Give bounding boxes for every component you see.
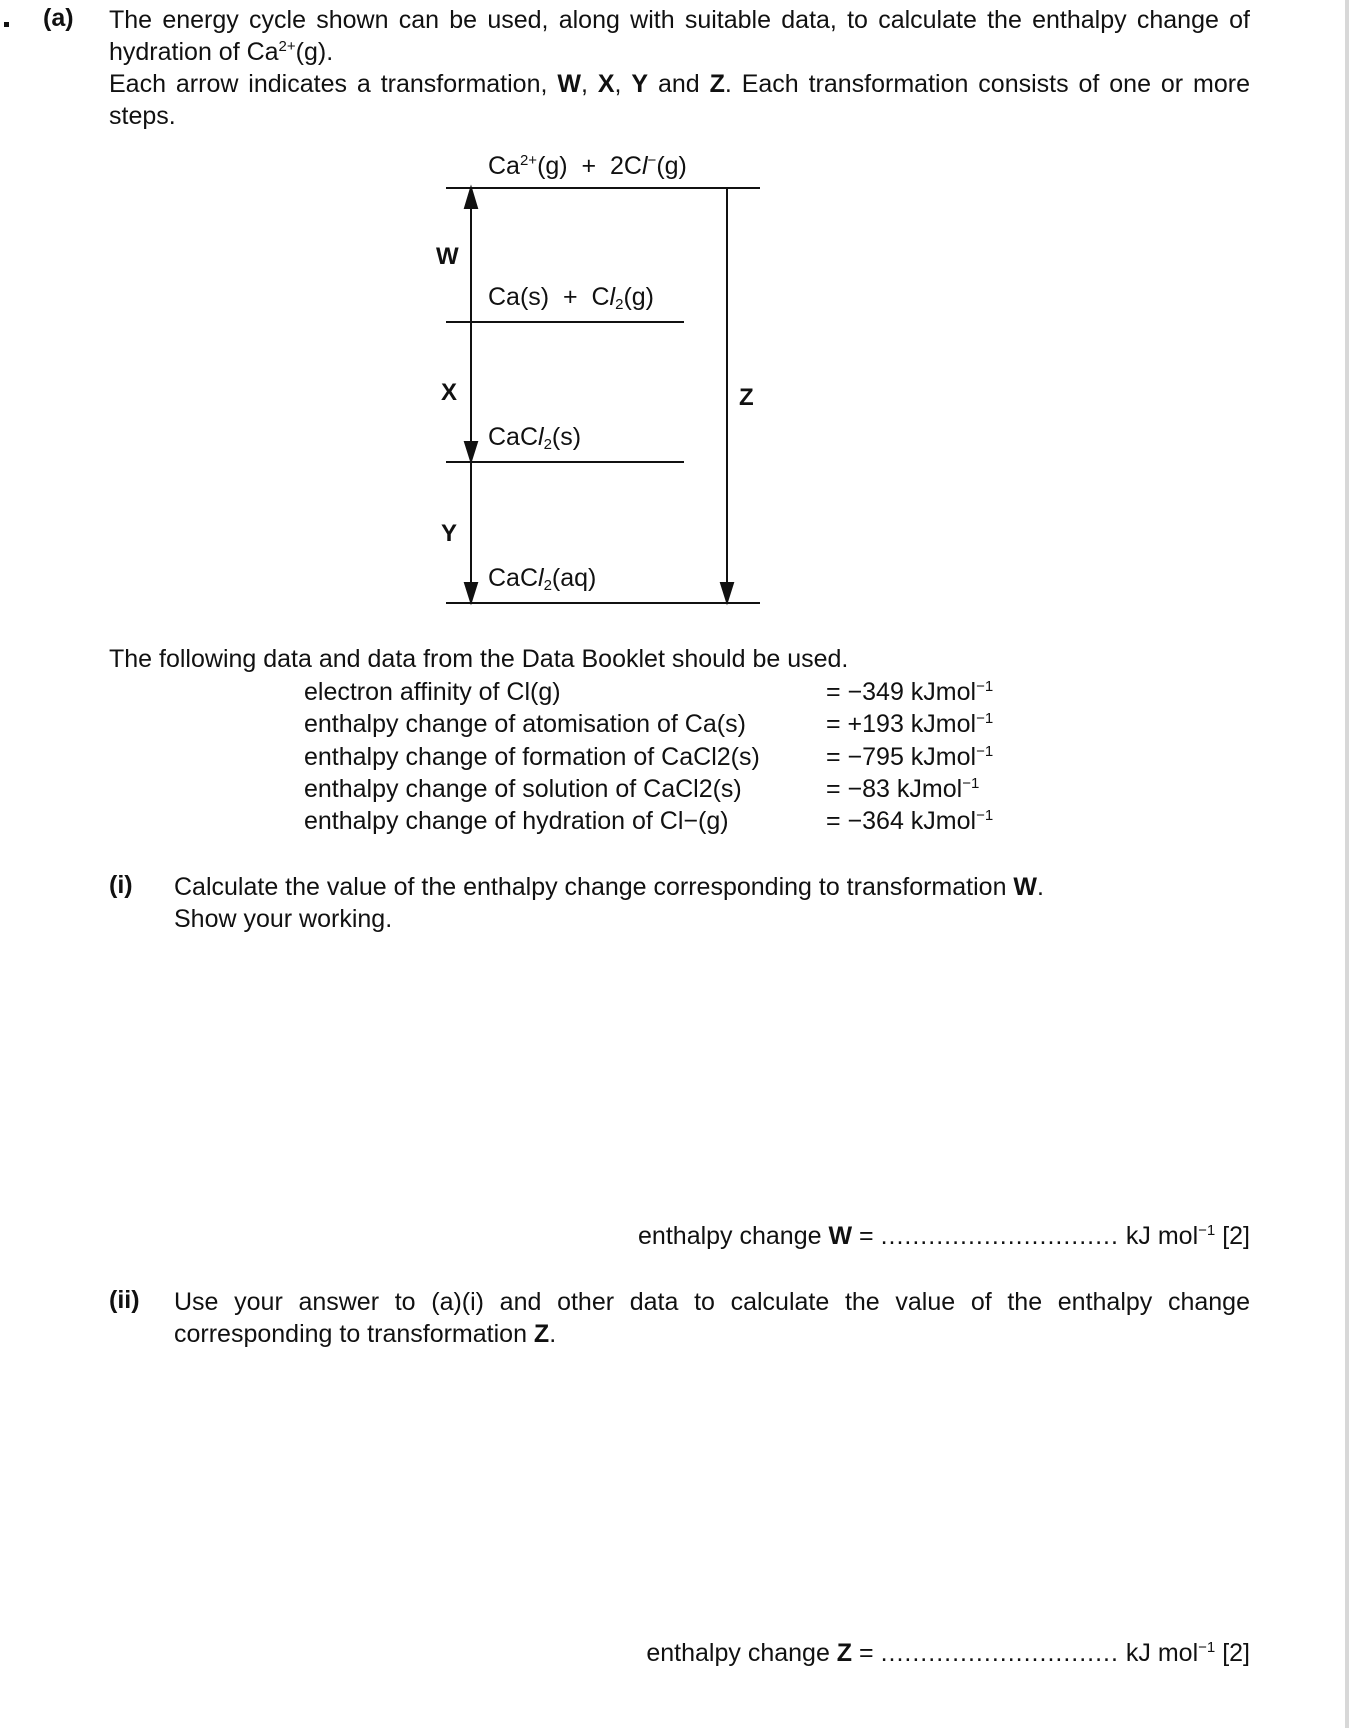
data-label: enthalpy change of atomisation of Ca(s): [304, 710, 746, 738]
x-ref: X: [597, 70, 615, 98]
t: Z: [533, 1320, 550, 1348]
data-value: [826, 773, 979, 805]
comma: ,: [580, 70, 598, 98]
data-intro: The following data and data from the Data Booklet should be used.: [109, 645, 849, 673]
part-ii-label: (ii): [109, 1286, 140, 1314]
arrows: [0, 0, 1349, 700]
data-value: [826, 805, 993, 837]
t: 2: [543, 436, 552, 453]
intro2-post: . Each transformation consists of one or more steps.: [109, 70, 1250, 130]
arrowhead-up-icon: [465, 188, 477, 208]
arrowhead-down-icon: [465, 442, 477, 461]
label-w: W: [436, 243, 459, 270]
data-value: [826, 708, 993, 740]
answer-z-line[interactable]: [646, 1639, 1250, 1668]
t: l: [641, 152, 648, 180]
v: = +193 kJmol: [826, 710, 977, 738]
t: (g): [623, 283, 655, 311]
v: = −795 kJmol: [826, 743, 977, 771]
v: −1: [976, 710, 994, 727]
label-y: Y: [441, 520, 458, 547]
marks: [2]: [1215, 1222, 1250, 1250]
z-ref: Z: [709, 70, 725, 98]
v: = −349 kJmol: [826, 678, 977, 706]
t: Ca(s) + C: [488, 283, 610, 311]
part-ii-text: [174, 1286, 1250, 1350]
t: (aq): [551, 564, 597, 592]
data-row: [304, 805, 729, 837]
t: Calculate the value of the enthalpy change corresponding to transformation: [174, 873, 1014, 901]
data-value: [826, 741, 993, 773]
y-ref: Y: [631, 70, 649, 98]
t: enthalpy change: [646, 1639, 837, 1667]
arrowhead-down-icon: [721, 583, 733, 602]
part-i-label: (i): [109, 871, 133, 899]
t: .: [549, 1320, 557, 1348]
answer-w-field[interactable]: ..............................: [880, 1222, 1119, 1250]
t: (s): [551, 423, 582, 451]
t: W: [828, 1222, 853, 1250]
t: −1: [1198, 1639, 1216, 1656]
t: Use your answer to (a)(i) and other data to calculate the value of the enthalpy change corresponding to transformation: [174, 1288, 1250, 1348]
arrowhead-down-icon: [465, 583, 477, 602]
marks: [2]: [1215, 1639, 1250, 1667]
t: l: [538, 564, 544, 592]
comma: ,: [614, 70, 632, 98]
v: −1: [962, 775, 980, 792]
t: kJ mol: [1118, 1639, 1199, 1667]
v: = −364 kJmol: [826, 807, 977, 835]
t: kJ mol: [1118, 1222, 1199, 1250]
intro-sup: 2+: [278, 38, 296, 55]
t: Show your working.: [174, 905, 393, 933]
t: enthalpy change: [638, 1222, 829, 1250]
question-label: (a): [43, 4, 74, 32]
data-label: enthalpy change of formation of CaCl2(s): [304, 743, 760, 771]
t: 2: [543, 577, 552, 594]
data-value: [826, 676, 993, 708]
answer-w-line[interactable]: [638, 1222, 1250, 1251]
data-label: enthalpy change of hydration of Cl−(g): [304, 807, 729, 835]
t: W: [1013, 873, 1038, 901]
t: 2: [615, 296, 624, 313]
v: −1: [976, 807, 994, 824]
v: = −83 kJmol: [826, 775, 963, 803]
v: −1: [976, 743, 994, 760]
t: Z: [836, 1639, 853, 1667]
label-x: X: [441, 379, 458, 406]
v: −1: [976, 678, 994, 695]
t: l: [609, 283, 616, 311]
t: =: [852, 1639, 881, 1667]
part-i-text: [174, 871, 1044, 935]
data-row: [304, 773, 742, 805]
t: =: [852, 1222, 881, 1250]
t: (g): [656, 152, 687, 180]
t: −: [647, 152, 657, 169]
data-label: electron affinity of Cl(g): [304, 678, 561, 706]
answer-z-field[interactable]: ..............................: [880, 1639, 1119, 1667]
t: (g) + 2C: [537, 152, 642, 180]
intro-text: The energy cycle shown can be used, along with suitable data, to calculate the enthalpy change of hydration of Ca: [109, 6, 1250, 66]
and: and: [648, 70, 710, 98]
t: l: [538, 423, 544, 451]
t: 2+: [519, 152, 538, 169]
data-row: [304, 741, 760, 773]
t: .: [1037, 873, 1044, 901]
t: CaC: [488, 564, 539, 592]
data-row: [304, 676, 561, 708]
intro-end: (g).: [295, 38, 334, 66]
intro2-pre: Each arrow indicates a transformation,: [109, 70, 558, 98]
t: Ca: [488, 152, 520, 180]
t: −1: [1198, 1222, 1216, 1239]
w-ref: W: [557, 70, 581, 98]
data-row: [304, 708, 746, 740]
label-z: Z: [739, 384, 754, 411]
t: CaC: [488, 423, 539, 451]
data-label: enthalpy change of solution of CaCl2(s): [304, 775, 742, 803]
